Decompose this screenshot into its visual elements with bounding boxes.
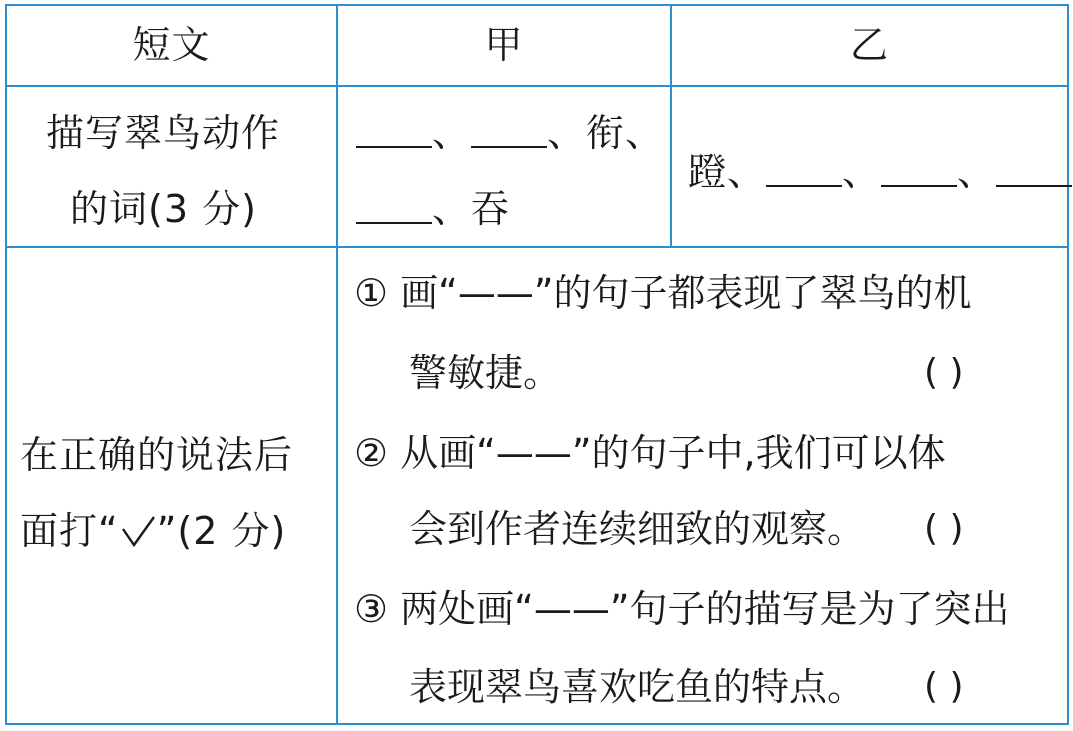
header-jia: 甲 bbox=[484, 23, 524, 67]
header-passage: 短文 bbox=[132, 23, 211, 67]
option-3-line1 bbox=[354, 587, 1010, 631]
table-border-right bbox=[1067, 4, 1069, 725]
option-1-marker: ① bbox=[354, 271, 389, 315]
row2-label-line2 bbox=[20, 509, 287, 553]
blank-separator: 、 bbox=[842, 150, 882, 194]
option-1-answer-parens[interactable]: ( ) bbox=[924, 352, 964, 393]
answer-blank[interactable] bbox=[471, 146, 547, 148]
row-divider bbox=[5, 246, 1069, 248]
jia-answer-line2 bbox=[356, 187, 511, 231]
row2-label-prefix: 面打“ bbox=[20, 509, 119, 553]
answer-blank[interactable] bbox=[881, 185, 957, 187]
jia-line1-suffix: 、衔、 bbox=[547, 111, 665, 155]
checkmark-icon bbox=[119, 512, 157, 550]
option-1-line1 bbox=[354, 271, 972, 315]
row1-label-line2: 的词(3 分) bbox=[70, 187, 257, 231]
option-3-marker: ③ bbox=[354, 587, 389, 631]
option-2-answer-parens[interactable]: ( ) bbox=[924, 508, 964, 549]
option-2-line2: 会到作者连续细致的观察。 bbox=[409, 507, 866, 551]
answer-blank[interactable] bbox=[356, 146, 432, 148]
header-yi: 乙 bbox=[849, 23, 889, 67]
option-3-text: 两处画“——”句子的描写是为了突出 bbox=[400, 587, 1010, 631]
option-2-line1 bbox=[354, 431, 946, 475]
jia-line2-suffix: 、吞 bbox=[432, 187, 511, 231]
row1-label-line1: 描写翠鸟动作 bbox=[46, 111, 281, 155]
row2-label-suffix: ”(2 分) bbox=[156, 509, 287, 553]
option-2-marker: ② bbox=[354, 431, 389, 475]
option-1-text: 画“——”的句子都表现了翠鸟的机 bbox=[400, 271, 972, 315]
yi-prefix: 蹬、 bbox=[688, 150, 767, 194]
answer-blank[interactable] bbox=[996, 185, 1072, 187]
table-border-bottom bbox=[5, 723, 1069, 725]
column-divider-1 bbox=[336, 4, 338, 725]
option-2-text: 从画“——”的句子中,我们可以体 bbox=[400, 431, 946, 475]
answer-blank[interactable] bbox=[356, 222, 432, 224]
row2-label-line1: 在正确的说法后 bbox=[20, 433, 294, 477]
answer-blank[interactable] bbox=[766, 185, 842, 187]
option-3-line2: 表现翠鸟喜欢吃鱼的特点。 bbox=[409, 665, 866, 709]
jia-answer-line1 bbox=[356, 111, 665, 155]
table-border-top bbox=[5, 4, 1069, 6]
yi-answer-line bbox=[688, 150, 1072, 194]
table-border-left bbox=[5, 4, 7, 725]
header-divider bbox=[5, 85, 1069, 87]
option-3-answer-parens[interactable]: ( ) bbox=[924, 666, 964, 707]
option-1-line2: 警敏捷。 bbox=[409, 351, 562, 395]
blank-separator: 、 bbox=[957, 150, 997, 194]
blank-separator: 、 bbox=[432, 111, 472, 155]
